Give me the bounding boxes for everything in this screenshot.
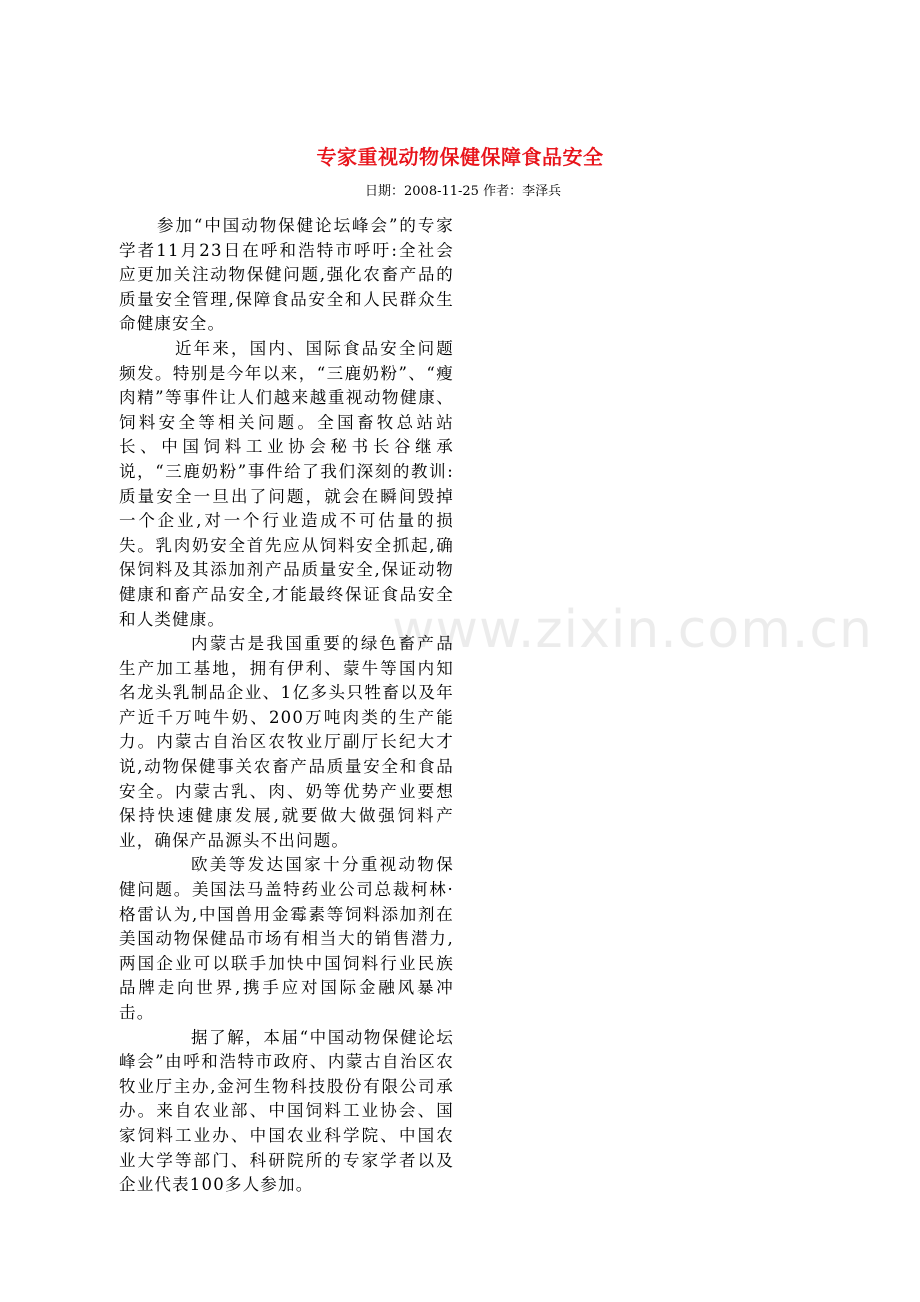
watermark: www.zixin.com.cn xyxy=(392,600,873,660)
article-byline: 日期：2008-11-25 作者：李泽兵 xyxy=(365,184,562,199)
article-paragraph xyxy=(119,632,454,853)
article-body xyxy=(119,214,454,1198)
article-paragraph xyxy=(119,1026,454,1198)
article-paragraph xyxy=(119,337,454,632)
paragraph-text: 近年来，国内、国际食品安全问题频发。特别是今年以来，“三鹿奶粉”、“瘦肉精”等事件让人们越来越重视动物健康、饲料安全等相关问题。全国畜牧总站站长、中国饲料工业协会秘书长谷继承说，“三鹿奶粉”事件给了我们深刻的教训:质量安全一旦出了问题，就会在瞬间毁掉一个企业,对一个行业造成不可估量的损失。乳肉奶安全首先应从饲料安全抓起,确保饲料及其添加剂产品质量安全,保证动物健康和畜产品安全,才能最终保证食品安全和人类健康。 xyxy=(119,338,454,629)
paragraph-text: 参加“中国动物保健论坛峰会”的专家学者11月23日在呼和浩特市呼吁:全社会应更加关注动物保健问题,强化农畜产品的质量安全管理,保障食品安全和人民群众生命健康安全。 xyxy=(119,216,454,334)
article-title: 专家重视动物保健保障食品安全 xyxy=(316,145,604,170)
paragraph-text: 据了解，本届“中国动物保健论坛峰会”由呼和浩特市政府、内蒙古自治区农牧业厅主办,金河生物科技股份有限公司承办。来自农业部、中国饲料工业协会、国家饲料工业办、中国农业科学院、中国农业大学等部门、科研院所的专家学者以及企业代表100多人参加。 xyxy=(119,1027,454,1195)
paragraph-text: 内蒙古是我国重要的绿色畜产品生产加工基地，拥有伊利、蒙牛等国内知名龙头乳制品企业、1亿多头只牲畜以及年产近千万吨牛奶、200万吨肉类的生产能力。内蒙古自治区农牧业厅副厅长纪大才说,动物保健事关农畜产品质量安全和食品安全。内蒙古乳、肉、奶等优势产业要想保持快速健康发展,就要做大做强饲料产业，确保产品源头不出问题。 xyxy=(119,634,454,850)
article-paragraph xyxy=(119,214,454,337)
article-paragraph xyxy=(119,853,454,1025)
paragraph-text: 欧美等发达国家十分重视动物保健问题。美国法马盖特药业公司总裁柯林·格雷认为,中国兽用金霉素等饲料添加剂在美国动物保健品市场有相当大的销售潜力,两国企业可以联手加快中国饲料行业民族品牌走向世界,携手应对国际金融风暴冲击。 xyxy=(119,855,454,1022)
